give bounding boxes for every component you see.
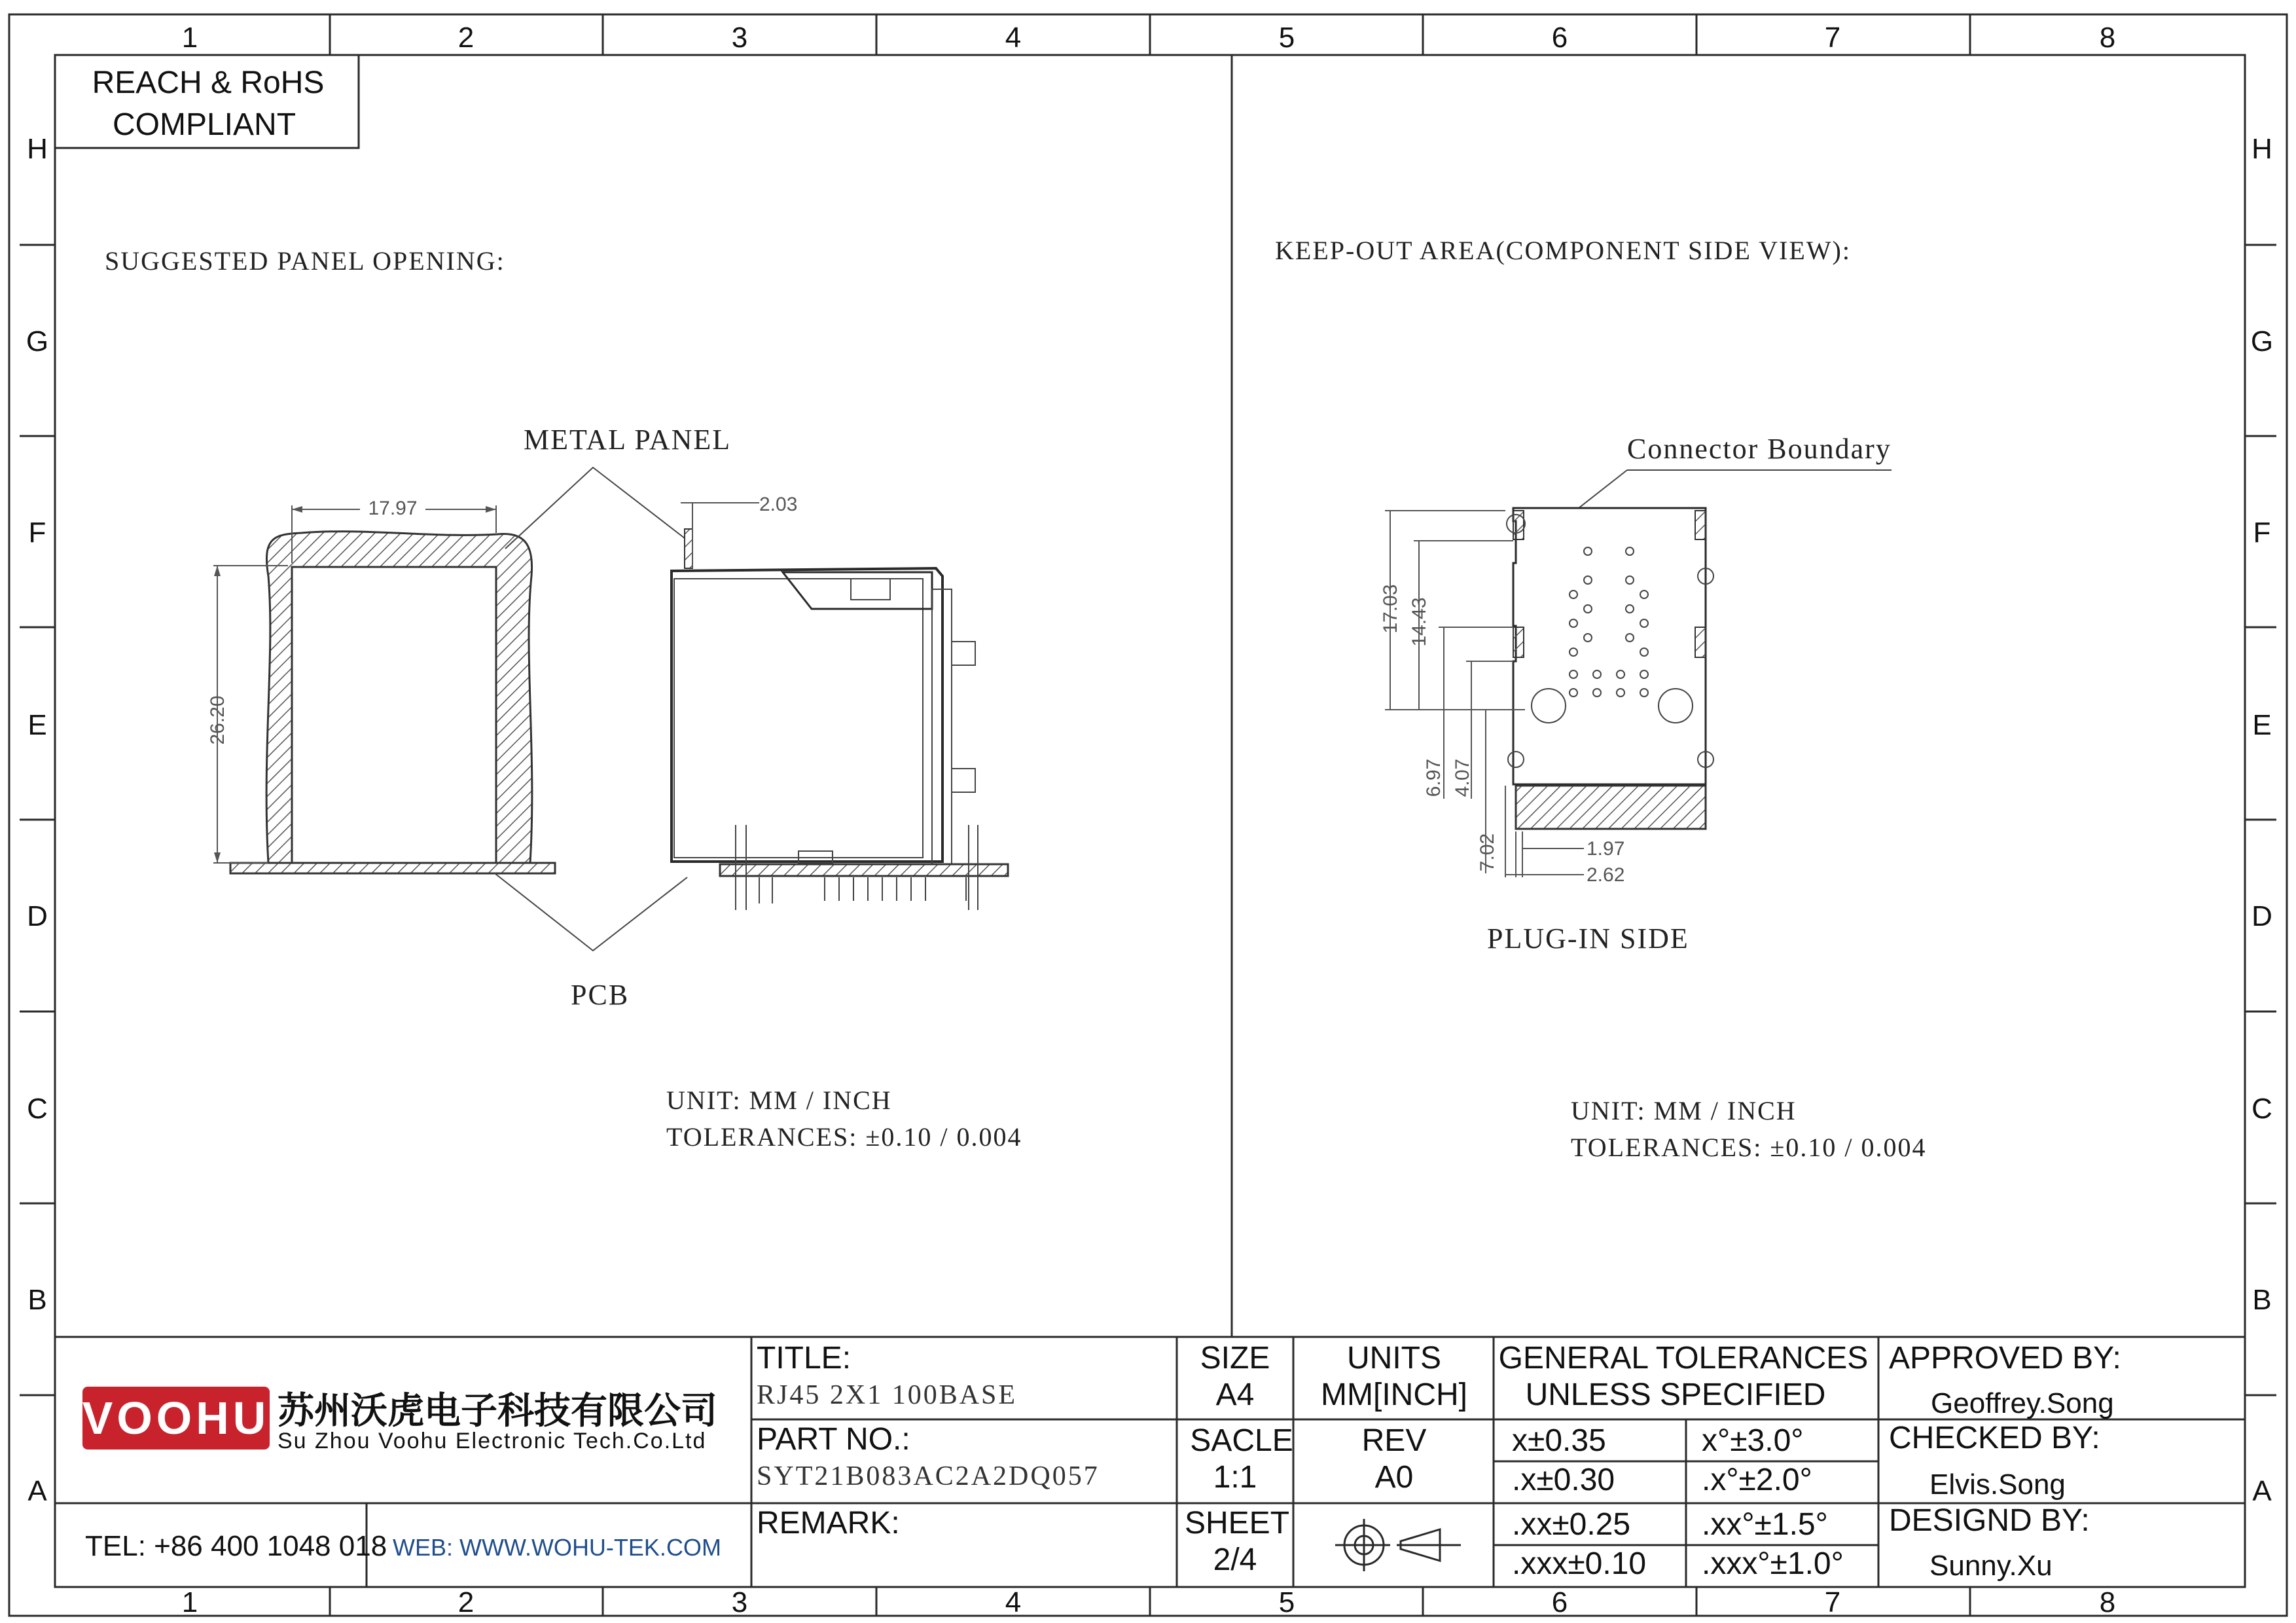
tol-x-angle: x°±3.0° — [1702, 1423, 1804, 1458]
col-label: 1 — [181, 22, 198, 54]
sheet-value: 2/4 — [1213, 1542, 1257, 1577]
row-label: H — [2251, 133, 2272, 165]
units-label: UNITS — [1347, 1341, 1441, 1376]
boundary-leader — [1579, 470, 1627, 508]
rev-label: REV — [1361, 1423, 1427, 1458]
dim-6-97: 6.97 — [1423, 758, 1444, 797]
connector-side-view — [672, 494, 1008, 910]
scale-value: 1:1 — [1213, 1460, 1257, 1495]
size-label: SIZE — [1200, 1341, 1270, 1376]
row-label: G — [26, 325, 49, 357]
pcb-label: PCB — [571, 979, 630, 1011]
col-label: 6 — [1551, 1586, 1568, 1618]
row-label: D — [2251, 900, 2272, 932]
row-label: D — [27, 900, 48, 932]
tol-x3-angle: .xxx°±1.0° — [1702, 1546, 1844, 1581]
row-label: C — [2251, 1093, 2272, 1125]
row-label: C — [27, 1093, 48, 1125]
part-label: PART NO.: — [757, 1422, 910, 1457]
row-label: H — [27, 133, 48, 165]
title-label: TITLE: — [757, 1341, 852, 1376]
tolerance-header-1: GENERAL TOLERANCES — [1498, 1341, 1869, 1376]
left-view-heading: SUGGESTED PANEL OPENING: — [105, 246, 505, 276]
designed-label: DESIGND BY: — [1889, 1503, 2090, 1538]
col-label: 2 — [457, 22, 475, 54]
tol-x3: .xxx±0.10 — [1512, 1546, 1647, 1581]
rev-value: A0 — [1374, 1460, 1414, 1495]
right-tolerance-note: TOLERANCES: ±0.10 / 0.004 — [1571, 1133, 1927, 1162]
connector-boundary-label: Connector Boundary — [1627, 433, 1892, 465]
part-value: SYT21B083AC2A2DQ057 — [757, 1461, 1100, 1491]
col-label: 8 — [2099, 22, 2116, 54]
col-label: 1 — [181, 1586, 198, 1618]
size-value: A4 — [1215, 1377, 1255, 1412]
plug-in-side-label: PLUG-IN SIDE — [1487, 922, 1689, 955]
row-label: B — [2252, 1284, 2272, 1316]
row-label: E — [27, 709, 47, 741]
compliance-line-2: COMPLIANT — [112, 107, 296, 142]
dim-17-97: 17.97 — [368, 498, 418, 519]
right-unit-note: UNIT: MM / INCH — [1571, 1096, 1797, 1125]
tel-text: TEL: +86 400 1048 018 — [85, 1530, 387, 1562]
row-label: B — [27, 1284, 47, 1316]
company-name-cn: 苏州沃虎电子科技有限公司 — [278, 1390, 717, 1432]
dim-1-97: 1.97 — [1587, 838, 1625, 860]
scale-label: SACLE — [1190, 1423, 1293, 1458]
tol-x: x±0.35 — [1512, 1423, 1606, 1458]
left-unit-note: UNIT: MM / INCH — [666, 1085, 892, 1115]
row-label: A — [2252, 1475, 2272, 1507]
col-label: 4 — [1005, 1586, 1022, 1618]
col-label: 7 — [1824, 1586, 1841, 1618]
checked-value: Elvis.Song — [1929, 1468, 2066, 1501]
col-label: 4 — [1005, 22, 1022, 54]
col-label: 6 — [1551, 22, 1568, 54]
row-label: A — [27, 1475, 47, 1507]
column-labels-top — [182, 22, 2115, 54]
compliance-line-1: REACH & RoHS — [92, 65, 325, 100]
row-label: F — [28, 517, 46, 549]
col-label: 3 — [731, 1586, 748, 1618]
remark-label: REMARK: — [757, 1506, 900, 1541]
col-label: 5 — [1278, 1586, 1295, 1618]
tolerance-header-2: UNLESS SPECIFIED — [1525, 1377, 1826, 1412]
right-view-heading: KEEP-OUT AREA(COMPONENT SIDE VIEW): — [1275, 236, 1851, 265]
approved-label: APPROVED BY: — [1889, 1341, 2121, 1376]
col-label: 5 — [1278, 22, 1295, 54]
column-labels-bottom — [182, 1586, 2115, 1618]
projection-symbol-icon — [1335, 1519, 1461, 1571]
tol-x2-angle: .xx°±1.5° — [1702, 1507, 1828, 1542]
col-label: 3 — [731, 22, 748, 54]
left-pcb-board — [230, 863, 555, 873]
dim-17-03: 17.03 — [1380, 584, 1401, 634]
col-label: 2 — [457, 1586, 475, 1618]
dim-2-03: 2.03 — [759, 494, 798, 515]
dim-2-62: 2.62 — [1587, 864, 1625, 886]
sheet-label: SHEET — [1184, 1506, 1290, 1541]
row-label: F — [2253, 517, 2271, 549]
units-value: MM[INCH] — [1321, 1377, 1467, 1412]
col-label: 8 — [2099, 1586, 2116, 1618]
left-tolerance-note: TOLERANCES: ±0.10 / 0.004 — [666, 1122, 1022, 1152]
designed-value: Sunny.Xu — [1929, 1550, 2053, 1582]
dim-4-07: 4.07 — [1452, 758, 1473, 797]
tol-x1: .x±0.30 — [1512, 1463, 1615, 1497]
panel-opening-frame — [266, 532, 532, 863]
checked-label: CHECKED BY: — [1889, 1421, 2100, 1455]
dim-7-02: 7.02 — [1477, 833, 1498, 872]
logo-text: VOOHU — [82, 1393, 270, 1444]
metal-panel-label: METAL PANEL — [524, 424, 732, 456]
keep-out-outline — [1507, 508, 1713, 829]
web-link[interactable]: WEB: WWW.WOHU-TEK.COM — [393, 1534, 721, 1561]
tol-x2: .xx±0.25 — [1512, 1507, 1631, 1542]
row-label: G — [2250, 325, 2274, 357]
tol-x1-angle: .x°±2.0° — [1702, 1463, 1812, 1497]
dim-14-43: 14.43 — [1408, 597, 1430, 647]
title-value: RJ45 2X1 100BASE — [757, 1380, 1018, 1410]
company-name-en: Su Zhou Voohu Electronic Tech.Co.Ltd — [278, 1429, 707, 1453]
dim-26-20: 26.20 — [207, 695, 228, 745]
col-label: 7 — [1824, 22, 1841, 54]
approved-value: Geoffrey.Song — [1931, 1387, 2114, 1419]
row-label: E — [2252, 709, 2272, 741]
